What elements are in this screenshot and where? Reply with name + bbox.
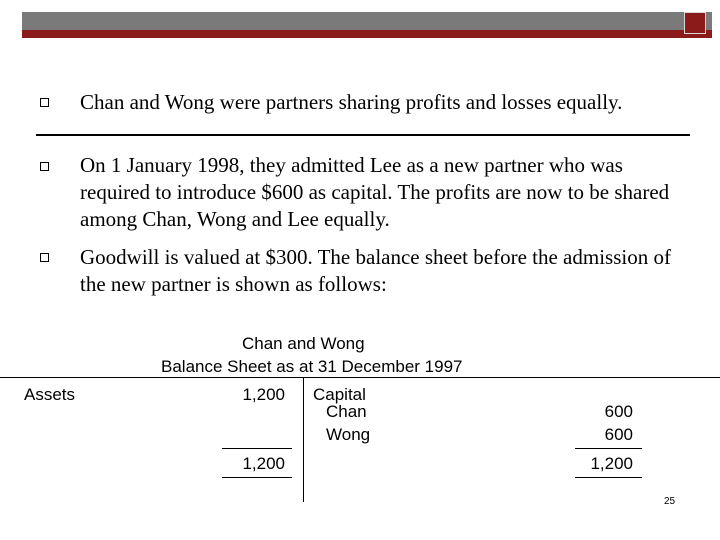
total-underline (575, 448, 642, 449)
header-square-icon (684, 12, 706, 34)
total-double-underline (222, 477, 292, 478)
bullet-square-icon (40, 98, 49, 107)
capital-total: 1,200 (590, 454, 633, 473)
header-bar (22, 12, 712, 38)
header-red-stripe (22, 30, 712, 38)
assets-total: 1,200 (242, 454, 285, 473)
capital-item-amount: 600 (604, 425, 633, 444)
total-underline (222, 448, 292, 449)
bullet-text-1: Chan and Wong were partners sharing profits and losses equally. (80, 90, 623, 114)
bullet-square-icon (40, 253, 49, 262)
capital-item-amount: 600 (604, 402, 633, 421)
bullet-square-icon (40, 162, 49, 171)
total-double-underline (575, 477, 642, 478)
t-account-center-line (303, 377, 304, 502)
balance-sheet-subtitle: Balance Sheet as at 31 December 1997 (161, 357, 463, 376)
page-number: 25 (664, 496, 676, 507)
balance-sheet-title: Chan and Wong (242, 334, 365, 353)
bullet-text-2: On 1 January 1998, they admitted Lee as a new partner who was required to introduce $600 as capital. The profits are now to be shared among Chan, Wong and Lee equally. (80, 153, 670, 231)
assets-label: Assets (24, 385, 76, 404)
t-account-top-line (0, 377, 720, 378)
capital-item-name: Wong (326, 425, 371, 444)
bullet-text-3: Goodwill is valued at $300. The balance sheet before the admission of the new partner is shown as follows: (80, 245, 671, 296)
divider-line (36, 134, 690, 136)
capital-item-name: Chan (326, 402, 367, 421)
capital-label: Capital (313, 385, 366, 404)
assets-amount: 1,200 (242, 385, 285, 404)
